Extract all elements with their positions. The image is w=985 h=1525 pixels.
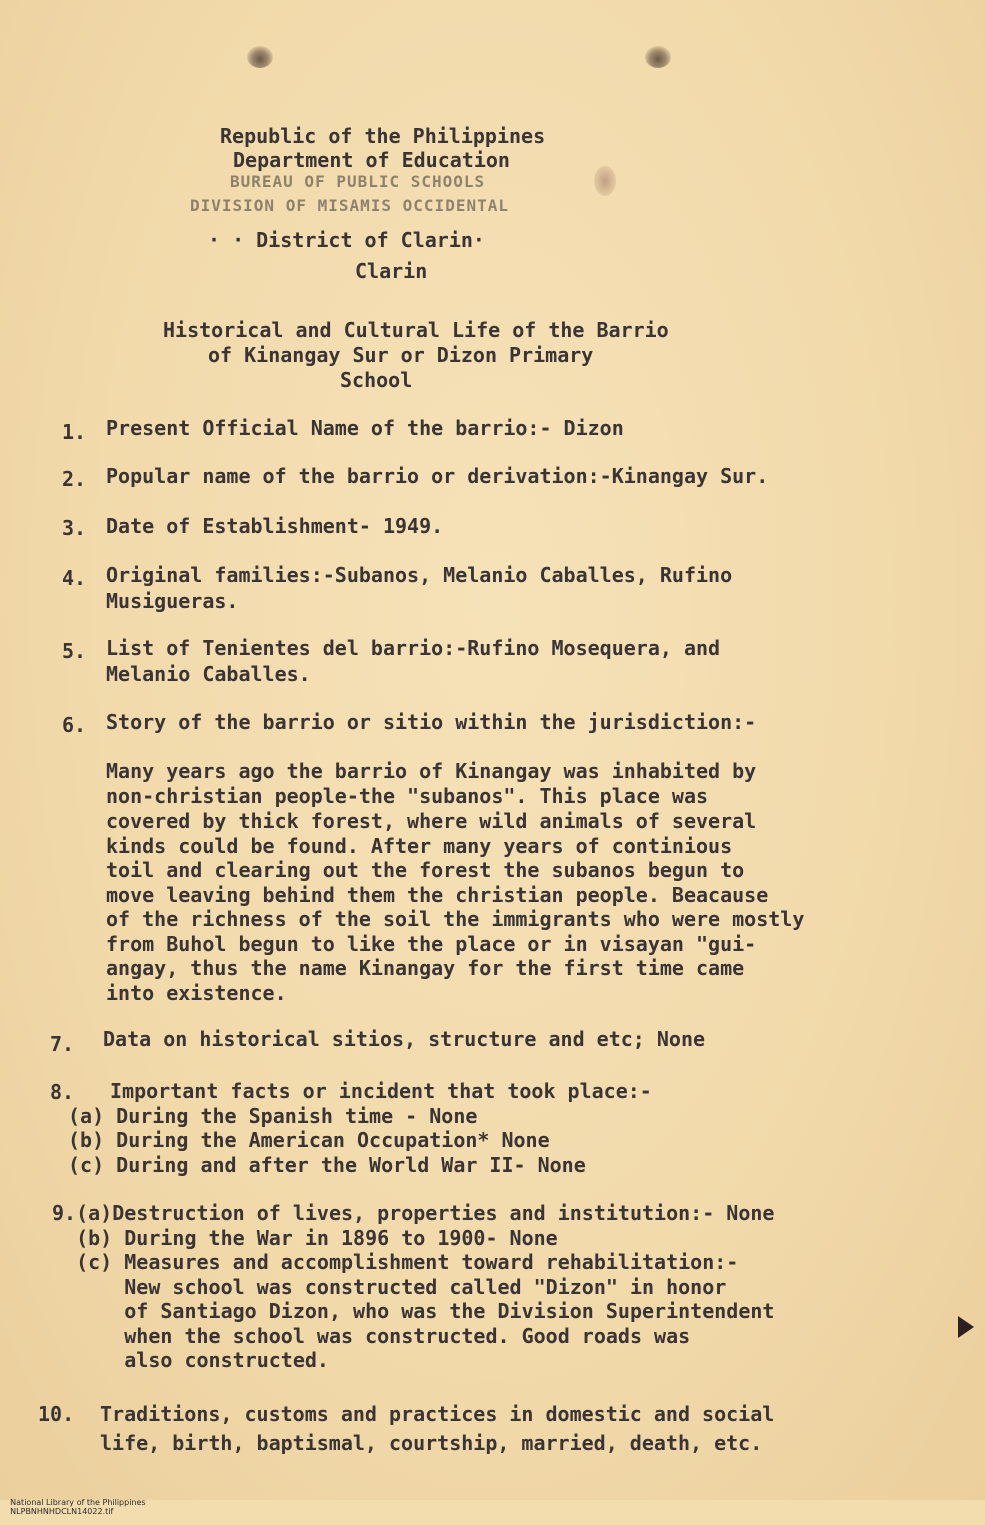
item-number: 4. [62,566,87,590]
item-number: 5. [62,639,87,663]
item-number: 6. [62,713,87,737]
story-line: kinds could be found. After many years of continious [106,834,733,858]
item-text: Date of Establishment- 1949. [106,514,444,538]
story-line: Many years ago the barrio of Kinangay was inhabited by [106,759,757,783]
page-tab-marker [958,1316,974,1338]
punch-hole-right [645,46,671,68]
item-line: (b) During the War in 1896 to 1900- None [52,1226,558,1250]
punch-hole-left [247,46,273,68]
title-line-2: of Kinangay Sur or Dizon Primary [208,343,594,367]
title-line-1: Historical and Cultural Life of the Barrio [163,318,669,342]
header-district: · · District of Clarin· [208,228,485,252]
sub-item: (b) During the American Occupation* None [68,1128,550,1152]
item-text: Melanio Caballes. [106,662,311,686]
story-line: of the richness of the soil the immigrants who were mostly [106,907,805,931]
header-republic: Republic of the Philippines [220,124,546,148]
item-line: when the school was constructed. Good roads was [52,1324,691,1348]
story-line: into existence. [106,981,287,1005]
header-town: Clarin [355,259,428,283]
item-line: 9.(a)Destruction of lives, properties and institution:- None [52,1201,775,1225]
title-line-3: School [340,368,413,392]
header-division: DIVISION OF MISAMIS OCCIDENTAL [190,196,509,215]
item-number: 1. [62,420,87,444]
item-text: Popular name of the barrio or derivation:-Kinangay Sur. [106,464,769,488]
sub-item: (c) During and after the World War II- None [68,1153,586,1177]
sub-item: (a) During the Spanish time - None [68,1104,478,1128]
item-text: life, birth, baptismal, courtship, married, death, etc. [100,1431,763,1455]
story-line: from Buhol begun to like the place or in visayan "gui- [106,932,757,956]
item-text: Important facts or incident that took place:- [110,1079,652,1103]
header-bureau: BUREAU OF PUBLIC SCHOOLS [230,172,486,191]
item-number: 2. [62,467,87,491]
item-line: (c) Measures and accomplishment toward rehabilitation:- [52,1250,739,1274]
item-text: Story of the barrio or sitio within the jurisdiction:- [106,710,757,734]
item-number: 3. [62,516,87,540]
item-number: 10. [38,1402,75,1426]
item-number: 8. [50,1080,75,1104]
item-text: Musigueras. [106,589,239,613]
item-text: Original families:-Subanos, Melanio Caballes, Rufino [106,563,733,587]
item-line: also constructed. [52,1348,329,1372]
story-line: covered by thick forest, where wild animals of several [106,809,757,833]
item-line: of Santiago Dizon, who was the Division Superintendent [52,1299,775,1323]
ink-smudge [594,166,616,196]
item-line: New school was constructed called "Dizon" in honor [52,1275,727,1299]
footer-filename: NLPBNHNHDCLN14022.tif [10,1507,114,1516]
story-line: angay, thus the name Kinangay for the first time came [106,956,745,980]
item-text: Present Official Name of the barrio:- Dizon [106,416,624,440]
footer-library: National Library of the Philippines [10,1498,146,1507]
item-text: Data on historical sitios, structure and etc; None [103,1027,706,1051]
story-line: non-christian people-the "subanos". This place was [106,784,709,808]
story-line: move leaving behind them the christian people. Beacause [106,883,769,907]
story-line: toil and clearing out the forest the subanos begun to [106,858,745,882]
item-text: List of Tenientes del barrio:-Rufino Mosequera, and [106,636,721,660]
item-number: 7. [50,1032,75,1056]
scan-footer [0,1489,168,1525]
header-department: Department of Education [233,148,510,172]
item-text: Traditions, customs and practices in domestic and social [100,1402,775,1426]
